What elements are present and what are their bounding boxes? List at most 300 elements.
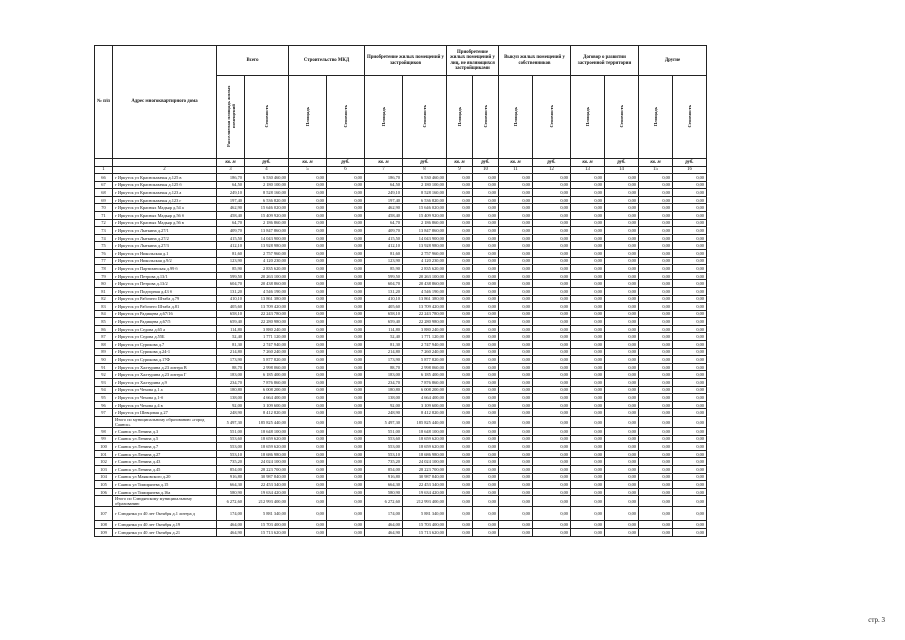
row-value: 0,00	[327, 481, 365, 489]
row-value: 0,00	[673, 227, 707, 235]
row-value: 18 648 100,00	[245, 428, 289, 436]
row-value: 30 987 840,00	[403, 473, 447, 481]
row-value: 0,00	[473, 318, 499, 326]
row-value: 0,00	[571, 249, 605, 257]
unit-m2: кв. м	[571, 159, 605, 167]
row-value: 0,00	[473, 234, 499, 242]
row-value: 0,00	[289, 249, 327, 257]
col-num-header: № п/п	[95, 46, 113, 159]
row-value: 0,00	[447, 473, 473, 481]
row-value: 0,00	[605, 318, 639, 326]
row-value: 0,00	[327, 211, 365, 219]
row-value: 15 646 020,00	[245, 204, 289, 212]
row-value: 0,00	[639, 234, 673, 242]
row-value: 0,00	[605, 204, 639, 212]
row-value: 0,00	[327, 287, 365, 295]
row-value: 0,00	[447, 265, 473, 273]
row-address: г Иркутск ул Чехова д.1-б	[113, 394, 217, 402]
row-value: 464,00	[217, 521, 245, 529]
row-value: 6 185 400,00	[403, 371, 447, 379]
row-value: 197,40	[365, 196, 403, 204]
row-value: 7 260 240,00	[245, 348, 289, 356]
row-value: 0,00	[499, 356, 533, 364]
row-value: 0,00	[605, 496, 639, 507]
row-value: 0,00	[571, 521, 605, 529]
row-value: 0,00	[327, 348, 365, 356]
row-value: 0,00	[447, 333, 473, 341]
group-nezastr: Приобретение жилых помещений у лиц, не являющихся застройщиками	[447, 46, 499, 76]
row-value: 2 998 060,00	[403, 363, 447, 371]
table-row	[95, 303, 707, 311]
row-value: 19 634 420,00	[245, 488, 289, 496]
row-value: 0,00	[571, 287, 605, 295]
row-value: 0,00	[499, 189, 533, 197]
row-value: 0,00	[327, 310, 365, 318]
table-row	[95, 196, 707, 204]
row-number: 99	[95, 435, 113, 443]
row-address: Итого по Слюдянскому муниципальному образованию	[113, 496, 217, 507]
row-value: 18 659 620,00	[245, 435, 289, 443]
row-value: 0,00	[289, 507, 327, 521]
row-value: 0,00	[447, 496, 473, 507]
row-value: 410,10	[217, 295, 245, 303]
row-value: 0,00	[673, 371, 707, 379]
row-value: 0,00	[673, 287, 707, 295]
row-value: 64,70	[217, 219, 245, 227]
row-value: 0,00	[473, 280, 499, 288]
row-value: 0,00	[499, 234, 533, 242]
row-value: 0,00	[473, 310, 499, 318]
row-value: 0,00	[673, 417, 707, 428]
row-value: 0,00	[605, 488, 639, 496]
row-number: 93	[95, 379, 113, 387]
row-value: 658,10	[217, 310, 245, 318]
row-value: 0,00	[289, 521, 327, 529]
row-value: 659,40	[365, 318, 403, 326]
row-value: 18 659 620,00	[403, 435, 447, 443]
row-value: 0,00	[605, 363, 639, 371]
col-stoimost: Стоимость	[533, 76, 571, 159]
row-number: 98	[95, 428, 113, 436]
row-value: 0,00	[571, 465, 605, 473]
row-value: 0,00	[327, 219, 365, 227]
row-value: 0,00	[639, 265, 673, 273]
row-value: 234,70	[365, 379, 403, 387]
table-row	[95, 242, 707, 250]
row-value: 0,00	[639, 318, 673, 326]
row-value: 138,00	[217, 394, 245, 402]
row-value: 0,00	[447, 450, 473, 458]
row-value: 458,40	[365, 211, 403, 219]
row-value: 0,00	[473, 443, 499, 451]
row-number: 78	[95, 265, 113, 273]
row-value: 0,00	[605, 528, 639, 536]
row-value: 0,00	[447, 488, 473, 496]
col-ploshad: Площадь	[447, 76, 473, 159]
row-value: 0,00	[571, 435, 605, 443]
col-stoimost: Стоимость	[605, 76, 639, 159]
row-value: 0,00	[327, 325, 365, 333]
row-value: 0,00	[289, 528, 327, 536]
row-value: 0,00	[473, 204, 499, 212]
row-address: г Саянск ул Ленина д.27	[113, 450, 217, 458]
table-row	[95, 363, 707, 371]
row-value: 13 847 860,00	[245, 227, 289, 235]
row-value: 0,00	[533, 310, 571, 318]
row-address: г Слюдянка ул 40 лет Октября д.1 литера д	[113, 507, 217, 521]
row-value: 0,00	[533, 488, 571, 496]
row-value: 0,00	[447, 181, 473, 189]
row-value: 13 847 860,00	[403, 227, 447, 235]
row-value: 553,10	[217, 450, 245, 458]
row-value: 0,00	[473, 473, 499, 481]
row-value: 0,00	[327, 242, 365, 250]
row-value: 0,00	[533, 333, 571, 341]
row-value: 604,70	[365, 280, 403, 288]
row-value: 0,00	[605, 265, 639, 273]
row-value: 0,00	[327, 507, 365, 521]
row-value: 0,00	[327, 272, 365, 280]
table-row	[95, 521, 707, 529]
row-value: 0,00	[473, 265, 499, 273]
row-address: г Иркутск ул Рабочего Штаба д.81	[113, 303, 217, 311]
row-value: 0,00	[327, 196, 365, 204]
row-value: 0,00	[447, 257, 473, 265]
row-value: 0,00	[447, 417, 473, 428]
row-value: 3 880 240,00	[245, 325, 289, 333]
row-value: 0,00	[533, 249, 571, 257]
row-number: 84	[95, 310, 113, 318]
row-value: 0,00	[447, 325, 473, 333]
row-value: 0,00	[473, 196, 499, 204]
row-value: 410,10	[365, 295, 403, 303]
unit-rub: руб.	[245, 159, 289, 167]
row-value: 0,00	[673, 280, 707, 288]
row-value: 6 185 400,00	[245, 371, 289, 379]
row-value: 0,00	[571, 280, 605, 288]
row-value: 0,00	[605, 417, 639, 428]
row-value: 0,00	[447, 196, 473, 204]
row-address: г Саянск ул Тимирязева д.16а	[113, 488, 217, 496]
row-value: 0,00	[533, 204, 571, 212]
row-value: 0,00	[639, 363, 673, 371]
row-value: 5 877 820,00	[245, 356, 289, 364]
row-value: 464,00	[365, 521, 403, 529]
row-value: 551,00	[217, 428, 245, 436]
row-value: 0,00	[571, 481, 605, 489]
row-value: 0,00	[447, 507, 473, 521]
row-value: 0,00	[639, 401, 673, 409]
row-value: 0,00	[473, 435, 499, 443]
row-address: г Иркутск ул Сурикова д.7	[113, 341, 217, 349]
row-value: 0,00	[639, 371, 673, 379]
table-row	[95, 189, 707, 197]
row-value: 0,00	[447, 356, 473, 364]
row-value: 0,00	[447, 371, 473, 379]
row-value: 0,00	[605, 435, 639, 443]
row-value: 2 180 100,00	[245, 181, 289, 189]
table-row	[95, 333, 707, 341]
row-address: г Иркутск ул Красноказачья д.123 а	[113, 189, 217, 197]
row-value: 0,00	[673, 379, 707, 387]
row-value: 0,00	[605, 219, 639, 227]
row-value: 0,00	[673, 450, 707, 458]
row-value: 0,00	[639, 181, 673, 189]
col-number: 13	[571, 167, 605, 174]
row-value: 0,00	[673, 521, 707, 529]
row-value: 0,00	[499, 325, 533, 333]
col-ploshad: Площадь	[289, 76, 327, 159]
row-number	[95, 496, 113, 507]
row-value: 0,00	[605, 280, 639, 288]
unit-m2: кв. м	[499, 159, 533, 167]
row-value: 0,00	[673, 473, 707, 481]
row-value: 0,00	[473, 257, 499, 265]
row-value: 81,60	[217, 249, 245, 257]
row-value: 0,00	[289, 204, 327, 212]
row-value: 0,00	[289, 196, 327, 204]
unit-m2: кв. м	[217, 159, 245, 167]
row-value: 0,00	[327, 496, 365, 507]
row-value: 0,00	[639, 428, 673, 436]
row-value: 0,00	[605, 458, 639, 466]
row-value: 0,00	[327, 280, 365, 288]
row-value: 0,00	[673, 174, 707, 182]
row-value: 0,00	[499, 458, 533, 466]
table-row	[95, 280, 707, 288]
row-value: 214,80	[217, 348, 245, 356]
row-value: 0,00	[571, 409, 605, 417]
row-value: 0,00	[499, 507, 533, 521]
row-value: 85,90	[365, 265, 403, 273]
row-value: 0,00	[533, 435, 571, 443]
unit-m2: кв. м	[447, 159, 473, 167]
row-value: 0,00	[473, 303, 499, 311]
row-value: 0,00	[473, 481, 499, 489]
row-value: 0,00	[571, 295, 605, 303]
row-number: 79	[95, 272, 113, 280]
row-value: 0,00	[473, 386, 499, 394]
row-value: 0,00	[473, 465, 499, 473]
row-value: 0,00	[447, 521, 473, 529]
row-value: 599,50	[217, 272, 245, 280]
row-value: 0,00	[605, 303, 639, 311]
row-value: 131,20	[365, 287, 403, 295]
row-value: 0,00	[533, 174, 571, 182]
row-value: 0,00	[473, 488, 499, 496]
row-value: 174,00	[217, 507, 245, 521]
row-value: 0,00	[473, 401, 499, 409]
row-value: 173,90	[365, 356, 403, 364]
row-address: г Иркутск ул Красноказачья д.123 г	[113, 196, 217, 204]
table-row	[95, 450, 707, 458]
row-number: 86	[95, 325, 113, 333]
row-value: 0,00	[639, 242, 673, 250]
row-value: 0,00	[499, 341, 533, 349]
row-address: г Саянск ул Ленина д.43	[113, 458, 217, 466]
table-row	[95, 401, 707, 409]
row-value: 64,70	[365, 219, 403, 227]
row-value: 0,00	[499, 249, 533, 257]
row-address: г Иркутск ул Радищева д.67/5	[113, 318, 217, 326]
col-number: 5	[289, 167, 327, 174]
col-rass-area: Расселяемая площадь жилых помещений	[217, 76, 245, 159]
row-value: 0,00	[289, 435, 327, 443]
row-value: 0,00	[639, 348, 673, 356]
table-row	[95, 310, 707, 318]
row-value: 0,00	[533, 521, 571, 529]
row-value: 0,00	[499, 280, 533, 288]
row-value: 0,00	[571, 371, 605, 379]
row-value: 0,00	[533, 348, 571, 356]
row-value: 15 713 620,00	[245, 528, 289, 536]
row-value: 0,00	[571, 211, 605, 219]
row-value: 0,00	[605, 443, 639, 451]
row-address: г Иркутск ул Красных Мадьяр д.54 а	[113, 204, 217, 212]
row-value: 0,00	[499, 257, 533, 265]
row-value: 0,00	[499, 310, 533, 318]
row-value: 0,00	[533, 465, 571, 473]
row-value: 13 928 980,00	[403, 242, 447, 250]
row-value: 0,00	[639, 333, 673, 341]
row-value: 0,00	[289, 234, 327, 242]
row-address: г Иркутск ул Никольская д.9/2	[113, 257, 217, 265]
row-value: 0,00	[571, 196, 605, 204]
row-address: г Слюдянка ул 40 лет Октября д.21	[113, 528, 217, 536]
row-address: г Иркутск ул Радищева д.67/16	[113, 310, 217, 318]
row-value: 0,00	[289, 473, 327, 481]
row-value: 854,00	[365, 465, 403, 473]
row-value: 0,00	[447, 204, 473, 212]
row-value: 0,00	[327, 488, 365, 496]
row-value: 0,00	[499, 417, 533, 428]
table-row	[95, 325, 707, 333]
row-value: 0,00	[533, 417, 571, 428]
row-value: 0,00	[533, 401, 571, 409]
row-value: 0,00	[639, 310, 673, 318]
row-number: 66	[95, 174, 113, 182]
row-value: 553,60	[217, 435, 245, 443]
group-vykup: Выкуп жилых помещений у собственников	[499, 46, 571, 76]
row-value: 0,00	[533, 496, 571, 507]
row-value: 0,00	[533, 280, 571, 288]
row-value: 0,00	[673, 272, 707, 280]
row-value: 0,00	[571, 356, 605, 364]
row-value: 0,00	[639, 356, 673, 364]
row-value: 0,00	[673, 443, 707, 451]
col-ploshad: Площадь	[639, 76, 673, 159]
unit-rub: руб.	[533, 159, 571, 167]
row-value: 0,00	[639, 211, 673, 219]
row-value: 0,00	[605, 379, 639, 387]
row-value: 0,00	[499, 443, 533, 451]
row-value: 0,00	[327, 435, 365, 443]
unit-rub: руб.	[673, 159, 707, 167]
resettlement-table	[94, 45, 707, 537]
row-value: 88,70	[365, 363, 403, 371]
row-value: 0,00	[499, 265, 533, 273]
row-value: 22 280 980,00	[245, 318, 289, 326]
row-value: 2 747 940,00	[245, 341, 289, 349]
row-number: 108	[95, 521, 113, 529]
row-value: 2 998 060,00	[245, 363, 289, 371]
row-value: 6 272,60	[365, 496, 403, 507]
row-value: 0,00	[571, 242, 605, 250]
row-number: 74	[95, 234, 113, 242]
table-row	[95, 249, 707, 257]
row-value: 458,40	[217, 211, 245, 219]
table-row	[95, 211, 707, 219]
row-value: 0,00	[533, 458, 571, 466]
row-value: 0,00	[473, 341, 499, 349]
table-row	[95, 341, 707, 349]
row-value: 0,00	[673, 303, 707, 311]
row-value: 0,00	[673, 386, 707, 394]
row-value: 553,00	[217, 443, 245, 451]
row-value: 0,00	[533, 242, 571, 250]
row-value: 0,00	[639, 386, 673, 394]
row-value: 0,00	[447, 227, 473, 235]
row-value: 553,60	[365, 435, 403, 443]
row-value: 14 043 900,00	[403, 234, 447, 242]
row-value: 24 024 100,00	[403, 458, 447, 466]
row-value: 0,00	[605, 295, 639, 303]
row-value: 0,00	[327, 265, 365, 273]
row-value: 8 528 160,00	[245, 189, 289, 197]
row-value: 4 546 190,00	[403, 287, 447, 295]
row-value: 123,90	[365, 257, 403, 265]
row-value: 0,00	[447, 318, 473, 326]
row-value: 0,00	[605, 401, 639, 409]
row-value: 2 186 860,00	[245, 219, 289, 227]
row-value: 0,00	[673, 249, 707, 257]
row-address: г Саянск ул Маяковского д.20	[113, 473, 217, 481]
row-value: 197,40	[217, 196, 245, 204]
row-number: 67	[95, 181, 113, 189]
row-value: 0,00	[639, 295, 673, 303]
row-value: 0,00	[533, 379, 571, 387]
row-value: 0,00	[499, 371, 533, 379]
row-value: 183,00	[365, 371, 403, 379]
row-address: г Иркутск ул Партизанская д.99 б	[113, 265, 217, 273]
row-value: 0,00	[605, 371, 639, 379]
row-number: 77	[95, 257, 113, 265]
row-address: г Иркутск ул Халтурина д.23 литера Г	[113, 371, 217, 379]
row-address: г Иркутск ул Петрова д.13/1	[113, 272, 217, 280]
row-value: 0,00	[473, 371, 499, 379]
row-value: 64,50	[365, 181, 403, 189]
row-value: 0,00	[533, 341, 571, 349]
row-address: г Саянск ул Ленина д.7	[113, 443, 217, 451]
col-stoimost: Стоимость	[403, 76, 447, 159]
row-value: 0,00	[473, 507, 499, 521]
row-value: 2 835 620,00	[245, 265, 289, 273]
row-value: 553,00	[365, 443, 403, 451]
row-value: 0,00	[571, 333, 605, 341]
row-value: 0,00	[571, 181, 605, 189]
row-value: 0,00	[447, 465, 473, 473]
row-value: 3 880 240,00	[403, 325, 447, 333]
unit-m2: кв. м	[289, 159, 327, 167]
row-value: 249,10	[365, 189, 403, 197]
col-stoimost: Стоимость	[245, 76, 289, 159]
row-value: 0,00	[473, 428, 499, 436]
row-value: 0,00	[673, 465, 707, 473]
row-address: г Иркутск ул Чехова д.4 в	[113, 401, 217, 409]
col-number: 6	[327, 167, 365, 174]
row-value: 0,00	[673, 409, 707, 417]
row-value: 185 825 440,00	[245, 417, 289, 428]
